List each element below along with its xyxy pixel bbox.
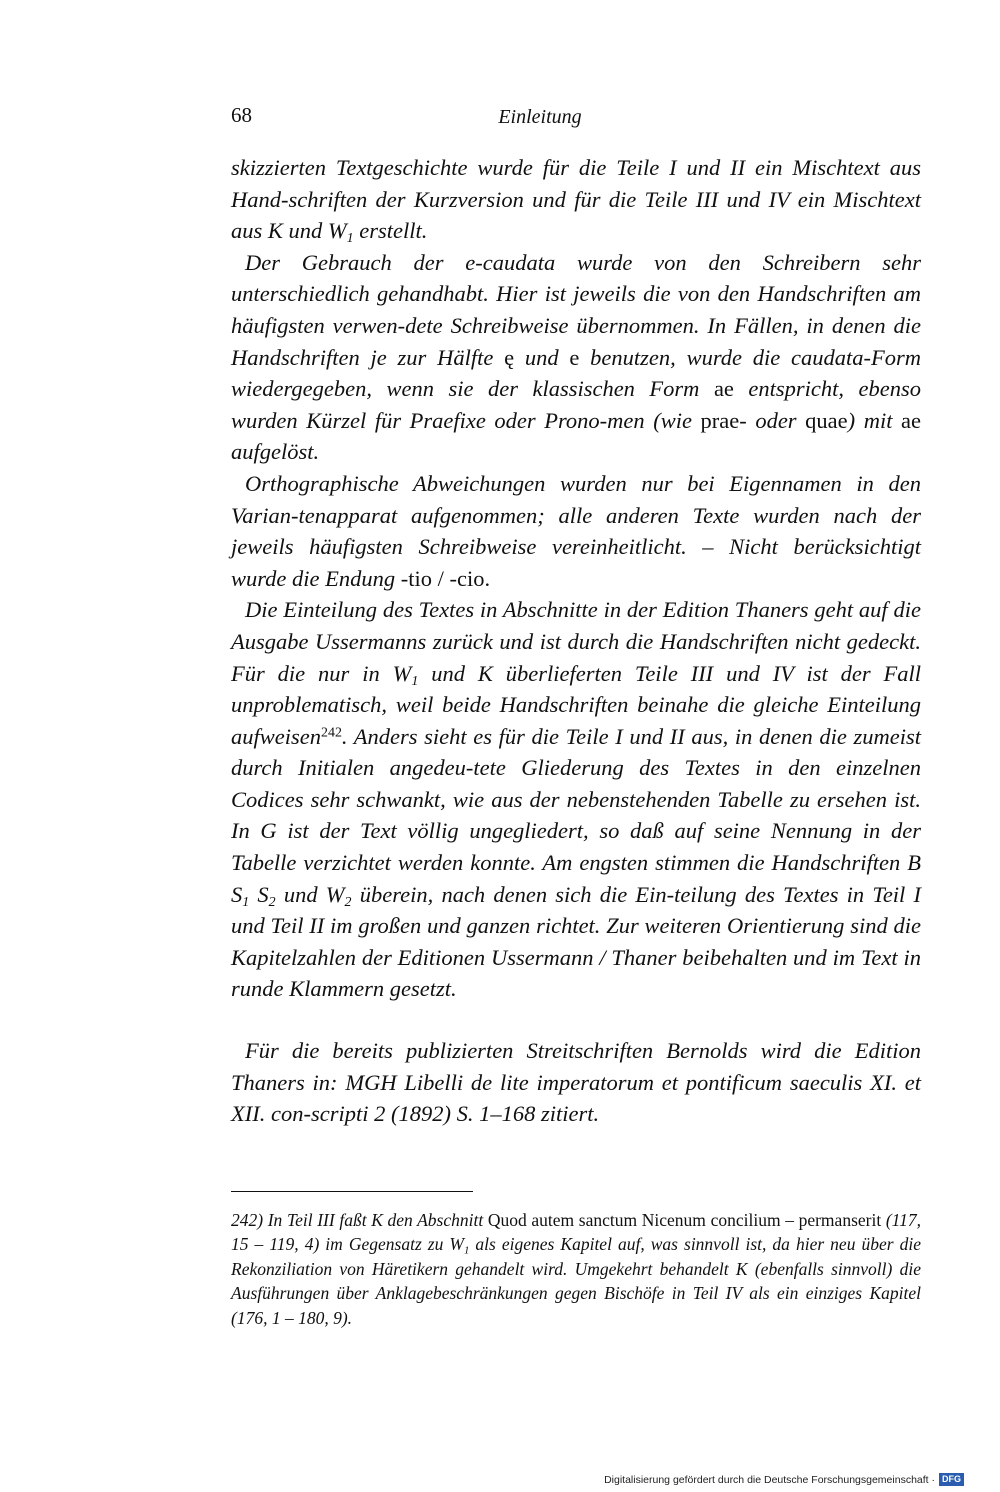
running-title: Einleitung bbox=[498, 106, 582, 128]
footnote-divider bbox=[231, 1191, 473, 1192]
digitization-credit bbox=[604, 1473, 964, 1486]
main-text bbox=[231, 152, 921, 1130]
page-number: 68 bbox=[231, 103, 252, 127]
footnote-242: 242) In Teil III faßt K den Abschnitt Quod autem sanctum Nicenum concilium – permanserit (117, 15 – 119, 4) im Gegensatz zu $W_1$ als eigenes Kapitel auf, was sinnvoll ist, da hier neu über die Rekonziliation von Häretikern gehandelt wird. Umgekehrt behandelt K (ebenfalls sinnvoll) die Ausführungen über Anklagebeschränkungen gegen Bischöfe in Teil IV als ein einziges Kapitel (176, 1 – 180, 9). bbox=[231, 1210, 922, 1328]
paragraph-5: Für die bereits publizierten Streitschriften Bernolds wird die Edition Thaners in: MGH Libelli de lite imperatorum et pontificum saeculis XI. et XII. con-scripti 2 (1892) S. 1–168 zitiert. bbox=[231, 1038, 921, 1127]
paragraph-1: skizzierten Textgeschichte wurde für die Teile I und II ein Mischtext aus Hand-schriften der Kurzversion und für die Teile III und IV ein Mischtext aus K und $W_1$ erstellt. bbox=[231, 155, 921, 247]
paragraph-3: Orthographische Abweichungen wurden nur bei Eigennamen in den Varian-tenapparat aufgenommen; alle anderen Texte wurden nach der jeweils häufigsten Schreibweise vereinheitlicht. – Nicht berücksichtigt wurde die Endung -tio / -cio. bbox=[231, 470, 921, 591]
credit-text: Digitalisierung gefördert durch die Deutsche Forschungsgemeinschaft · bbox=[604, 1473, 935, 1486]
paragraph-4: Die Einteilung des Textes in Abschnitte in der Edition Thaners geht auf die Ausgabe Ussermanns zurück und ist durch die Handschriften nicht gedeckt. Für die nur in $W_1$ und K überlieferten Teile III und IV ist der Fall unproblematisch, weil beide Handschriften beinahe die gleiche Einteilung aufweisen$^{242}$. Anders sieht es für die Teile I und II aus, in denen die zumeist durch Initialen angedeu-tete Gliederung des Textes in den einzelnen Codices sehr schwankt, wie aus der nebenstehenden Tabelle zu ersehen ist. In G ist der Text völlig ungegliedert, so daß auf seine Nennung in der Tabelle verzichtet werden konnte. Am engsten stimmen die Handschriften B $S_1$ $S_2$ und $W_2$ überein, nach denen sich die Ein-teilung des Textes in Teil I und Teil II im großen und ganzen richtet. Zur weiteren Orientierung sind die Kapitelzahlen der Editionen Ussermann / Thaner beibehalten und im Text in runde Klammern gesetzt. bbox=[231, 597, 922, 1002]
paragraph-2: Der Gebrauch der e-caudata wurde von den Schreibern sehr unterschiedlich gehandhabt. Hier ist jeweils die von den Handschriften am häufigsten verwen-dete Schreibweise übernommen. In Fällen, in denen die Handschriften je zur Hälfte ę und e benutzen, wurde die caudata-Form wiedergegeben, wenn sie der klassischen Form ae entspricht, ebenso wurden Kürzel für Praefixe oder Prono-men (wie prae- oder quae) mit ae aufgelöst. bbox=[231, 249, 922, 465]
dfg-logo: DFG bbox=[939, 1473, 964, 1486]
footnote-ref-242[interactable]: 242 bbox=[321, 725, 342, 741]
